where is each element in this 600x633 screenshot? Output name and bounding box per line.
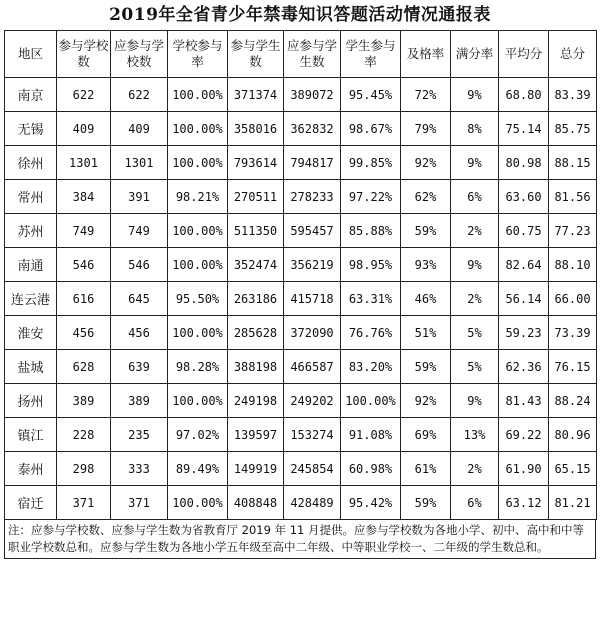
cell-total-score: 76.15 — [549, 350, 597, 384]
cell-average-score: 56.14 — [499, 282, 549, 316]
cell-pass-rate: 69% — [401, 418, 451, 452]
cell-participating-students: 139597 — [228, 418, 284, 452]
cell-expected-students: 466587 — [284, 350, 341, 384]
cell-participating-schools: 409 — [57, 112, 111, 146]
cell-expected-schools: 409 — [111, 112, 168, 146]
cell-expected-students: 595457 — [284, 214, 341, 248]
cell-full-score-rate: 6% — [451, 486, 499, 520]
cell-participating-students: 371374 — [228, 78, 284, 112]
cell-total-score: 88.15 — [549, 146, 597, 180]
cell-pass-rate: 59% — [401, 214, 451, 248]
table-row — [5, 146, 597, 180]
cell-participating-schools: 749 — [57, 214, 111, 248]
cell-participating-schools: 456 — [57, 316, 111, 350]
cell-region: 苏州 — [5, 214, 57, 248]
cell-average-score: 81.43 — [499, 384, 549, 418]
cell-student-participation-rate: 98.95% — [341, 248, 401, 282]
cell-full-score-rate: 2% — [451, 282, 499, 316]
cell-total-score: 66.00 — [549, 282, 597, 316]
cell-school-participation-rate: 89.49% — [168, 452, 228, 486]
table-row — [5, 452, 597, 486]
cell-total-score: 88.10 — [549, 248, 597, 282]
table-row — [5, 418, 597, 452]
cell-student-participation-rate: 85.88% — [341, 214, 401, 248]
cell-expected-schools: 389 — [111, 384, 168, 418]
table-row — [5, 350, 597, 384]
cell-full-score-rate: 5% — [451, 316, 499, 350]
table-row — [5, 282, 597, 316]
cell-total-score: 85.75 — [549, 112, 597, 146]
cell-participating-schools: 546 — [57, 248, 111, 282]
cell-student-participation-rate: 95.42% — [341, 486, 401, 520]
cell-school-participation-rate: 97.02% — [168, 418, 228, 452]
cell-expected-schools: 645 — [111, 282, 168, 316]
cell-pass-rate: 59% — [401, 350, 451, 384]
cell-school-participation-rate: 98.28% — [168, 350, 228, 384]
cell-average-score: 69.22 — [499, 418, 549, 452]
cell-total-score: 65.15 — [549, 452, 597, 486]
cell-expected-students: 356219 — [284, 248, 341, 282]
cell-student-participation-rate: 91.08% — [341, 418, 401, 452]
cell-full-score-rate: 9% — [451, 146, 499, 180]
header-total-score: 总分 — [549, 31, 597, 78]
cell-expected-schools: 391 — [111, 180, 168, 214]
cell-expected-students: 428489 — [284, 486, 341, 520]
cell-school-participation-rate: 98.21% — [168, 180, 228, 214]
cell-full-score-rate: 9% — [451, 248, 499, 282]
cell-expected-schools: 639 — [111, 350, 168, 384]
cell-full-score-rate: 9% — [451, 78, 499, 112]
cell-expected-schools: 749 — [111, 214, 168, 248]
header-participating-students: 参与学生数 — [228, 31, 284, 78]
header-row — [5, 31, 597, 78]
cell-expected-schools: 1301 — [111, 146, 168, 180]
cell-participating-students: 263186 — [228, 282, 284, 316]
cell-total-score: 80.96 — [549, 418, 597, 452]
cell-school-participation-rate: 100.00% — [168, 486, 228, 520]
cell-average-score: 68.80 — [499, 78, 549, 112]
table-row — [5, 78, 597, 112]
cell-pass-rate: 93% — [401, 248, 451, 282]
cell-region: 南通 — [5, 248, 57, 282]
cell-average-score: 63.60 — [499, 180, 549, 214]
cell-region: 徐州 — [5, 146, 57, 180]
cell-full-score-rate: 5% — [451, 350, 499, 384]
cell-school-participation-rate: 100.00% — [168, 146, 228, 180]
cell-participating-schools: 389 — [57, 384, 111, 418]
cell-student-participation-rate: 99.85% — [341, 146, 401, 180]
cell-school-participation-rate: 100.00% — [168, 384, 228, 418]
cell-full-score-rate: 2% — [451, 452, 499, 486]
cell-total-score: 77.23 — [549, 214, 597, 248]
cell-pass-rate: 59% — [401, 486, 451, 520]
cell-expected-schools: 333 — [111, 452, 168, 486]
cell-participating-schools: 371 — [57, 486, 111, 520]
cell-expected-schools: 456 — [111, 316, 168, 350]
cell-full-score-rate: 13% — [451, 418, 499, 452]
cell-average-score: 75.14 — [499, 112, 549, 146]
cell-school-participation-rate: 100.00% — [168, 112, 228, 146]
cell-student-participation-rate: 98.67% — [341, 112, 401, 146]
cell-total-score: 83.39 — [549, 78, 597, 112]
cell-school-participation-rate: 100.00% — [168, 316, 228, 350]
cell-region: 淮安 — [5, 316, 57, 350]
cell-total-score: 81.21 — [549, 486, 597, 520]
cell-expected-students: 153274 — [284, 418, 341, 452]
cell-expected-students: 362832 — [284, 112, 341, 146]
cell-pass-rate: 92% — [401, 146, 451, 180]
cell-participating-students: 408848 — [228, 486, 284, 520]
header-region: 地区 — [5, 31, 57, 78]
cell-average-score: 80.98 — [499, 146, 549, 180]
cell-student-participation-rate: 97.22% — [341, 180, 401, 214]
cell-pass-rate: 79% — [401, 112, 451, 146]
header-average-score: 平均分 — [499, 31, 549, 78]
cell-participating-schools: 616 — [57, 282, 111, 316]
cell-student-participation-rate: 76.76% — [341, 316, 401, 350]
cell-pass-rate: 51% — [401, 316, 451, 350]
cell-participating-students: 285628 — [228, 316, 284, 350]
cell-expected-schools: 622 — [111, 78, 168, 112]
report-table — [4, 30, 597, 520]
cell-participating-students: 511350 — [228, 214, 284, 248]
header-expected-schools: 应参与学校数 — [111, 31, 168, 78]
table-row — [5, 180, 597, 214]
cell-average-score: 82.64 — [499, 248, 549, 282]
cell-expected-students: 249202 — [284, 384, 341, 418]
cell-expected-students: 245854 — [284, 452, 341, 486]
cell-participating-students: 270511 — [228, 180, 284, 214]
cell-participating-schools: 298 — [57, 452, 111, 486]
table-row — [5, 486, 597, 520]
header-expected-students: 应参与学生数 — [284, 31, 341, 78]
cell-region: 无锡 — [5, 112, 57, 146]
cell-student-participation-rate: 60.98% — [341, 452, 401, 486]
cell-region: 盐城 — [5, 350, 57, 384]
cell-participating-schools: 1301 — [57, 146, 111, 180]
cell-expected-schools: 546 — [111, 248, 168, 282]
table-body — [5, 78, 597, 520]
cell-region: 扬州 — [5, 384, 57, 418]
cell-pass-rate: 92% — [401, 384, 451, 418]
cell-expected-schools: 371 — [111, 486, 168, 520]
cell-full-score-rate: 6% — [451, 180, 499, 214]
cell-participating-schools: 384 — [57, 180, 111, 214]
page-title: 2019年全省青少年禁毒知识答题活动情况通报表 — [109, 5, 491, 25]
table-row — [5, 248, 597, 282]
cell-region: 泰州 — [5, 452, 57, 486]
cell-full-score-rate: 8% — [451, 112, 499, 146]
cell-expected-students: 278233 — [284, 180, 341, 214]
cell-average-score: 60.75 — [499, 214, 549, 248]
cell-participating-students: 793614 — [228, 146, 284, 180]
cell-region: 宿迁 — [5, 486, 57, 520]
cell-participating-students: 388198 — [228, 350, 284, 384]
footnote: 注：应参与学校数、应参与学生数为省教育厅 2019 年 11 月提供。应参与学校数为各地小学、初中、高中和中等职业学校数总和。应参与学生数为各地小学五年级至高中二年级、中等职业学校一、二年级的学生数总和。 — [4, 520, 596, 559]
cell-average-score: 63.12 — [499, 486, 549, 520]
table-row — [5, 384, 597, 418]
cell-participating-students: 249198 — [228, 384, 284, 418]
cell-expected-students: 372090 — [284, 316, 341, 350]
cell-pass-rate: 61% — [401, 452, 451, 486]
cell-full-score-rate: 2% — [451, 214, 499, 248]
cell-student-participation-rate: 83.20% — [341, 350, 401, 384]
cell-participating-schools: 228 — [57, 418, 111, 452]
cell-total-score: 81.56 — [549, 180, 597, 214]
header-full-score-rate: 满分率 — [451, 31, 499, 78]
cell-full-score-rate: 9% — [451, 384, 499, 418]
cell-pass-rate: 72% — [401, 78, 451, 112]
cell-expected-students: 794817 — [284, 146, 341, 180]
cell-expected-schools: 235 — [111, 418, 168, 452]
table-row — [5, 112, 597, 146]
cell-region: 南京 — [5, 78, 57, 112]
cell-expected-students: 415718 — [284, 282, 341, 316]
cell-average-score: 61.90 — [499, 452, 549, 486]
cell-pass-rate: 46% — [401, 282, 451, 316]
cell-region: 常州 — [5, 180, 57, 214]
header-school-participation-rate: 学校参与率 — [168, 31, 228, 78]
cell-total-score: 88.24 — [549, 384, 597, 418]
cell-school-participation-rate: 100.00% — [168, 248, 228, 282]
cell-participating-schools: 628 — [57, 350, 111, 384]
cell-region: 连云港 — [5, 282, 57, 316]
cell-student-participation-rate: 95.45% — [341, 78, 401, 112]
cell-participating-students: 352474 — [228, 248, 284, 282]
cell-school-participation-rate: 95.50% — [168, 282, 228, 316]
cell-student-participation-rate: 100.00% — [341, 384, 401, 418]
cell-average-score: 62.36 — [499, 350, 549, 384]
header-participating-schools: 参与学校数 — [57, 31, 111, 78]
cell-average-score: 59.23 — [499, 316, 549, 350]
cell-total-score: 73.39 — [549, 316, 597, 350]
cell-student-participation-rate: 63.31% — [341, 282, 401, 316]
cell-participating-students: 149919 — [228, 452, 284, 486]
header-student-participation-rate: 学生参与率 — [341, 31, 401, 78]
cell-participating-schools: 622 — [57, 78, 111, 112]
table-row — [5, 316, 597, 350]
cell-expected-students: 389072 — [284, 78, 341, 112]
table-row — [5, 214, 597, 248]
cell-school-participation-rate: 100.00% — [168, 214, 228, 248]
cell-participating-students: 358016 — [228, 112, 284, 146]
cell-school-participation-rate: 100.00% — [168, 78, 228, 112]
cell-region: 镇江 — [5, 418, 57, 452]
cell-pass-rate: 62% — [401, 180, 451, 214]
header-pass-rate: 及格率 — [401, 31, 451, 78]
